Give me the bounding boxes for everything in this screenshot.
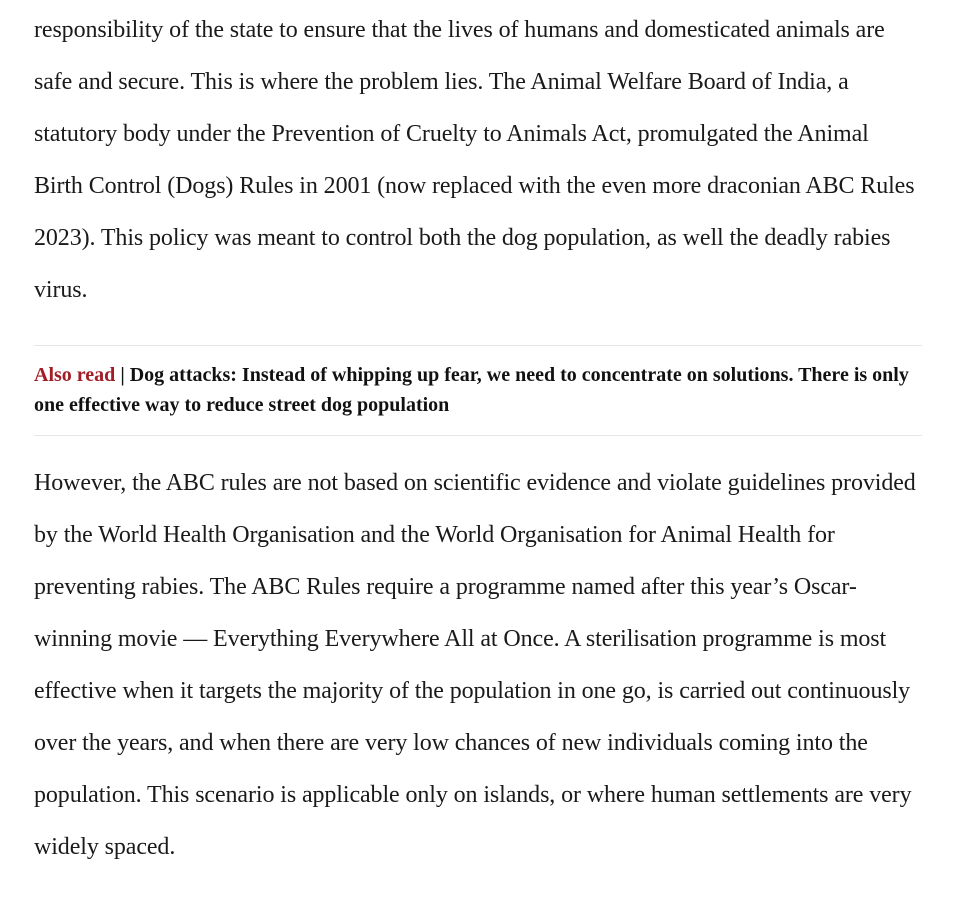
article-paragraph: responsibility of the state to ensure that the lives of humans and domesticated animals are safe and secure. This is where the problem lies. The Animal Welfare Board of India, a statutory body under the Prevention of Cruelty to Animals Act, promulgated the Animal Birth Control (Dogs) Rules in 2001 (now replaced with the even more draconian ABC Rules 2023). This policy was meant to control both the dog population, as well the deadly rabies virus.	[34, 17, 915, 303]
also-read-link[interactable]: Dog attacks: Instead of whipping up fear, we need to concentrate on solutions. There is only one effective way to reduce street dog population	[34, 364, 909, 416]
article-body	[34, 0, 922, 873]
also-read-label: Also read	[34, 364, 116, 386]
article-paragraph: However, the ABC rules are not based on scientific evidence and violate guidelines provided by the World Health Organisation and the World Organisation for Animal Health for preventing rabies. The ABC Rules require a programme named after this year’s Oscar-winning movie — Everything Everywhere All at Once. A sterilisation programme is most effective when it targets the majority of the population in one go, is carried out continuously over the years, and when there are very low chances of new individuals coming into the population. This scenario is applicable only on islands, or where human settlements are very widely spaced.	[34, 470, 916, 860]
also-read-box	[34, 345, 922, 436]
also-read-separator: |	[115, 364, 130, 386]
